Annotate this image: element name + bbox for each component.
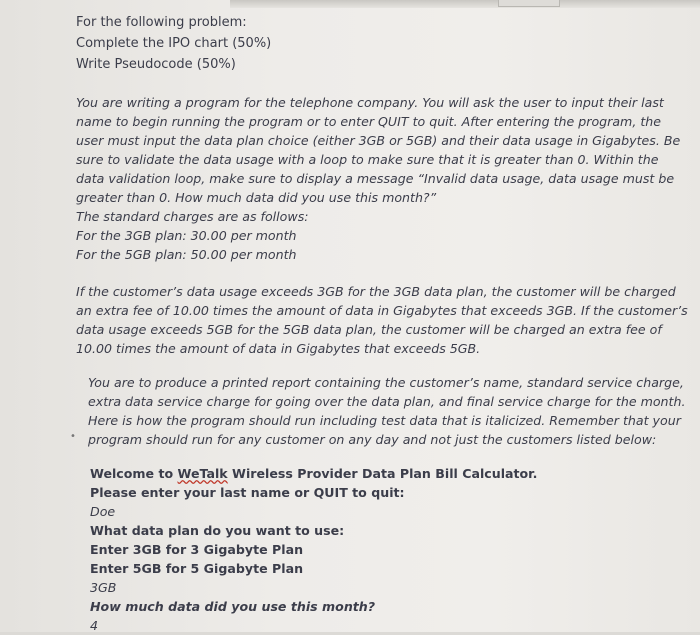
paragraph-line: user must input the data plan choice (either 3GB or 5GB) and their data usage in Gigabytes. Be <box>76 133 681 148</box>
paragraph-line: program should run for any customer on any day and not just the customers listed below: <box>88 432 657 447</box>
sample-run <box>90 464 690 635</box>
input-name: Doe <box>90 504 116 519</box>
paragraph-line: The standard charges are as follows: <box>76 209 309 224</box>
welcome-prefix: Welcome to <box>90 466 178 481</box>
input-usage: 4 <box>90 618 99 633</box>
paragraph-line: sure to validate the data usage with a loop to make sure that it is greater than 0. Within the <box>76 152 659 167</box>
paragraph-line: You are to produce a printed report containing the customer’s name, standard service charge, <box>88 375 684 390</box>
option-3gb: Enter 3GB for 3 Gigabyte Plan <box>90 542 304 557</box>
brand-name: WeTalk <box>177 466 228 481</box>
page-top-edge <box>230 0 700 8</box>
header-line: For the following problem: <box>76 15 247 30</box>
problem-paragraph <box>76 93 681 264</box>
paragraph-line: data validation loop, make sure to display a message “Invalid data usage, data usage must be <box>76 171 675 186</box>
welcome-suffix: Wireless Provider Data Plan Bill Calculator. <box>227 466 538 481</box>
paragraph-line: Here is how the program should run including test data that is italicized. Remember that your <box>88 413 681 428</box>
welcome-line <box>90 464 690 483</box>
paragraph-line: If the customer’s data usage exceeds 3GB for the 3GB data plan, the customer will be charged <box>76 284 676 299</box>
header-line: Write Pseudocode (50%) <box>76 57 236 72</box>
paragraph-line: an extra fee of 10.00 times the amount of data in Gigabytes that exceeds 3GB. If the customer’s <box>76 303 688 318</box>
paragraph-line: extra data service charge for going over the data plan, and final service charge for the month. <box>88 394 686 409</box>
paragraph-line: name to begin running the program or to enter QUIT to quit. After entering the program, the <box>76 114 661 129</box>
paragraph-line: For the 5GB plan: 50.00 per month <box>76 247 297 262</box>
prompt-plan: What data plan do you want to use: <box>90 523 345 538</box>
paragraph-line: greater than 0. How much data did you use this month?” <box>76 190 437 205</box>
page-tab <box>498 0 560 7</box>
paragraph-line: For the 3GB plan: 30.00 per month <box>76 228 297 243</box>
extra-fee-paragraph <box>76 282 688 358</box>
paragraph-line: 10.00 times the amount of data in Gigabytes that exceeds 5GB. <box>76 341 481 356</box>
header-line: Complete the IPO chart (50%) <box>76 36 272 51</box>
prompt-name: Please enter your last name or QUIT to quit: <box>90 485 405 500</box>
option-5gb: Enter 5GB for 5 Gigabyte Plan <box>90 561 304 576</box>
prompt-usage: How much data did you use this month? <box>90 599 376 614</box>
assignment-header <box>76 12 676 75</box>
input-plan: 3GB <box>90 580 117 595</box>
bullet-mark: • <box>70 431 76 442</box>
paragraph-line: data usage exceeds 5GB for the 5GB data plan, the customer will be charged an extra fee of <box>76 322 662 337</box>
report-paragraph <box>88 373 688 449</box>
paragraph-line: You are writing a program for the telephone company. You will ask the user to input their last <box>76 95 664 110</box>
